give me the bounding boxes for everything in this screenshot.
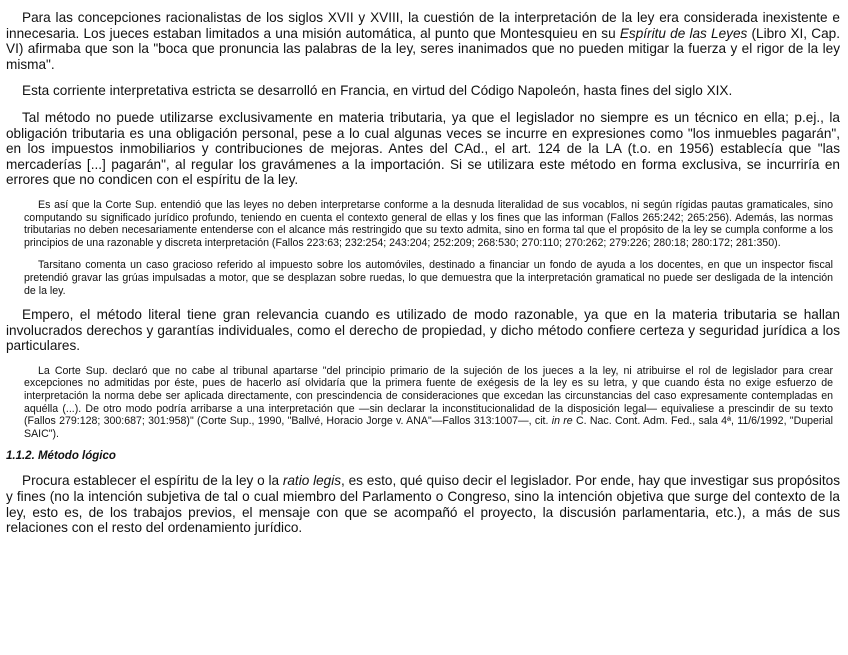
note-corte-suprema-sujecion	[24, 365, 833, 441]
note-tarsitano: Tarsitano comenta un caso gracioso referido al impuesto sobre los automóviles, destinado a financiar un fondo de ayuda a los docentes, en que un inspector fiscal pretendió gravar las grúas impulsadas a motor, que se desplazan sobre ruedas, lo que demuestra que la interpretación gramatical no puede ser desligada de la intención de la ley.	[24, 259, 833, 297]
note-text: La Corte Sup. declaró que no cabe al tribunal apartarse "del principio primario de la sujeción de los jueces a la ley, ni atribuirse el rol de legislador para crear excepciones no admitidas por éste, pues de hacerlo así olvidaría que la primera fuente de exégesis de la ley es su letra, y que cuando ésta no exige esfuerzo de interpretación la norma debe ser aplicada directamente, con prescindencia de consideraciones que excedan las circunstancias del caso expresamente contempladas en aquélla (...). De otro modo podría arribarse a una interpretación que —sin declarar la inconstitucionalidad de la disposición legal— equivaliese a prescindir de su texto (Fallos 279:128; 300:687; 301:958)" (Corte Sup., 1990, "Ballvé, Horacio Jorge v. ANA"—Fallos 313:1007—, cit.	[24, 364, 833, 428]
paragraph-text: Procura establecer el espíritu de la ley o la	[22, 473, 283, 489]
section-heading: 1.1.2. Método lógico	[6, 450, 116, 463]
ratio-legis-emphasis: ratio legis	[282, 473, 342, 489]
paragraph-text: , es esto, qué quiso decir el legislador. Por ende, hay que investigar sus propósitos y fines (no la intención subjetiva de tal o cual miembro del Parlamento o Congreso, sino la intención objetiva que surge del contexto de la ley, esto es, de los trabajos previos, el mensaje con que se acompañó el proyecto, la discusión parlamentaria, etc.), a más de sus relaciones con el resto del ordenamiento jurídico.	[6, 473, 841, 536]
paragraph-metodo-tributaria: Tal método no puede utilizarse exclusivamente en materia tributaria, ya que el legislador no siempre es un técnico en ella; p.ej., la obligación tributaria es una obligación personal, pese a lo cual algunas veces se incurre en expresiones como "los inmuebles pagarán", en los impuestos inmobiliarios y contribuciones de mejoras. Antes del CAd., el art. 124 de la LA (t.o. en 1956) establecía que "las mercaderías [...] pagarán", al regular los gravámenes a la importación. Si se utilizara este método en forma exclusiva, se incurriría en errores que no condicen con el espíritu de la ley.	[6, 109, 840, 188]
note-text: C. Nac. Cont. Adm. Fed., sala 4ª, 11/6/1992, "Duperial SAIC").	[24, 415, 834, 440]
latin-emphasis: in re	[551, 415, 573, 428]
note-corte-suprema-interpretacion: Es así que la Corte Sup. entendió que las leyes no deben interpretarse conforme a la desnuda literalidad de sus vocablos, ni según rígidas pautas gramaticales, sino computando su significado jurídico profundo, teniendo en cuenta el contexto general de ellas y los fines que las informan (Fallos 265:242; 265:256). Además, las normas tributarias no deben necesariamente entenderse con el alcance más restringido que su texto admita, sino en forma tal que el propósito de la ley se cumpla conforme a los principios de una razonable y discreta interpretación (Fallos 223:63; 232:254; 243:204; 252:209; 268:530; 270:110; 270:262; 279:226; 280:18; 280:172; 281:350).	[24, 198, 833, 249]
paragraph-text: (Libro XI, Cap. VI) afirmaba que son la "boca que pronuncia las palabras de la ley, seres inanimados que no pueden mitigar la fuerza y el rigor de la ley misma".	[6, 25, 840, 72]
paragraph-racionalistas	[6, 10, 840, 72]
book-title-emphasis: Espíritu de las Leyes	[619, 25, 748, 41]
paragraph-metodo-literal: Empero, el método literal tiene gran relevancia cuando es utilizado de modo razonable, ya que en la materia tributaria se hallan involucrados derechos y garantías individuales, como el derecho de propiedad, y dicho método confiere certeza y seguridad jurídica a los particulares.	[6, 307, 840, 354]
paragraph-text: Para las concepciones racionalistas de los siglos XVII y XVIII, la cuestión de la interpretación de la ley era considerada inexistente e innecesaria. Los jueces estaban limitados a una misión automática, al punto que Montesquieu en su	[6, 10, 840, 41]
paragraph-metodo-logico	[6, 473, 840, 535]
paragraph-codigo-napoleon: Esta corriente interpretativa estricta se desarrolló en Francia, en virtud del Código Napoleón, hasta fines del siglo XIX.	[22, 83, 733, 99]
